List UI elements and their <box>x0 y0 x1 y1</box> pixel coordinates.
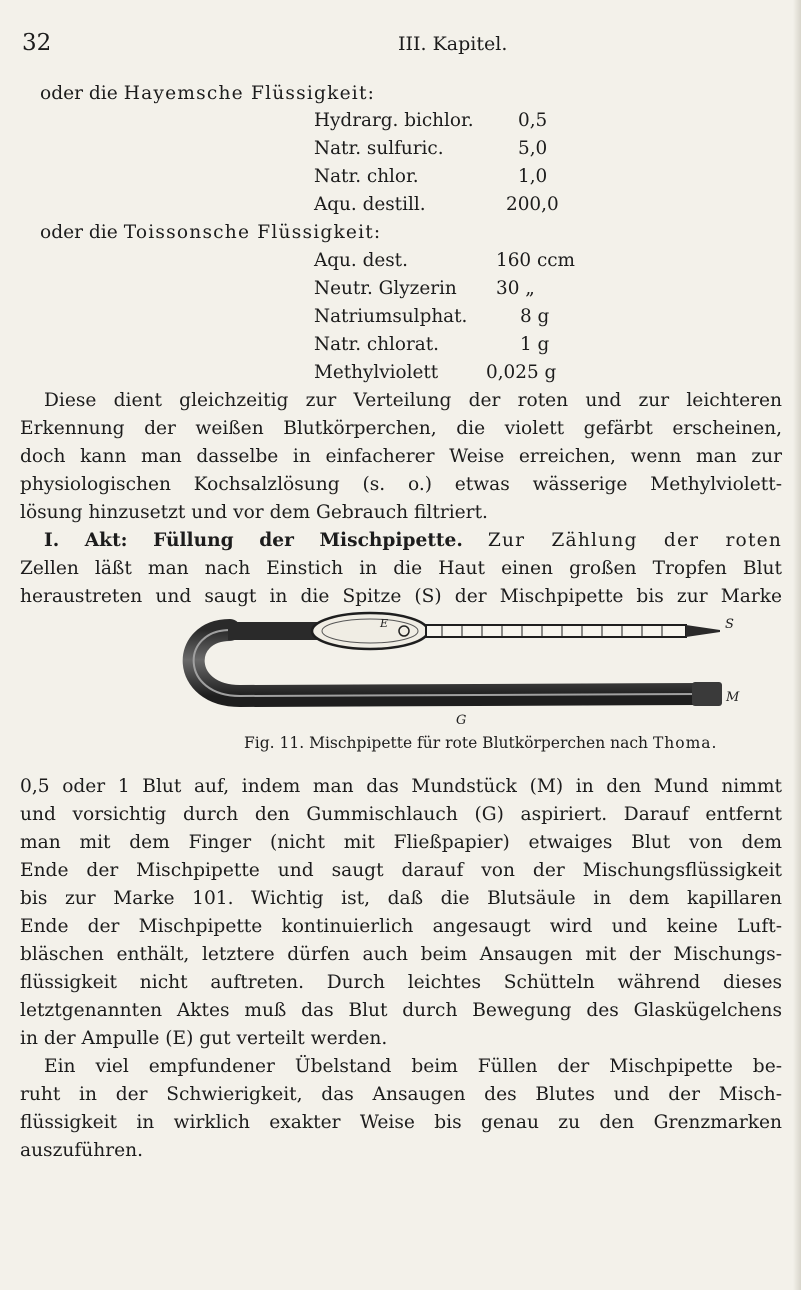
section-heading-line <box>44 532 782 551</box>
toisson-ingredient: Natr. chlorat. <box>314 334 439 355</box>
page-edge-shadow <box>793 0 801 1290</box>
hayem-intro <box>40 85 375 104</box>
body-text-line: flüssigkeit nicht auftreten. Durch leichtes Schütteln während dieses <box>20 972 782 993</box>
hayem-amount: 0,5 <box>518 110 548 131</box>
hayem-amount: 1,0 <box>518 166 548 187</box>
figure-caption <box>244 734 717 752</box>
body-text-line: in der Ampulle (E) gut verteilt werden. <box>20 1028 388 1049</box>
toisson-ingredient: Aqu. dest. <box>314 250 408 271</box>
toisson-amount: 30 „ <box>496 278 535 299</box>
hayem-ingredient: Natr. sulfuric. <box>314 138 444 159</box>
figure-caption-text: Mischpipette für rote Blutkörperchen nach <box>309 734 649 752</box>
toisson-amount: 160 ccm <box>496 250 575 271</box>
mixing-pipette-illustration <box>180 598 740 728</box>
page-number: 32 <box>22 30 52 56</box>
body-text-line: 0,5 oder 1 Blut auf, indem man das Mundstück (M) in den Mund nimmt <box>20 776 782 797</box>
section-heading-rest: Zur Zählung der roten <box>487 530 782 551</box>
toisson-amount: 8 g <box>520 306 550 327</box>
body-text-line: Ein viel empfundener Übelstand beim Füllen der Mischpipette be- <box>44 1056 782 1077</box>
toisson-ingredient: Natriumsulphat. <box>314 306 468 327</box>
body-text-line: Zellen läßt man nach Einstich in die Haut einen großen Tropfen Blut <box>20 558 782 579</box>
body-text-line: und vorsichtig durch den Gummischlauch (G) aspiriert. Darauf entfernt <box>20 804 782 825</box>
hayem-ingredient: Aqu. destill. <box>314 194 426 215</box>
label-s: S <box>725 617 734 632</box>
toisson-intro-name: Toissonsche Flüssigkeit: <box>123 222 382 243</box>
toisson-ingredient: Neutr. Glyzerin <box>314 278 457 299</box>
figure-caption-author: Thoma. <box>652 734 718 752</box>
body-text-line: flüssigkeit in wirklich exakter Weise bis genau zu den Grenzmarken <box>20 1112 782 1133</box>
mouthpiece <box>692 682 722 706</box>
body-text-line: bläschen enthält, letztere dürfen auch beim Ansaugen mit der Mischungs- <box>20 944 782 965</box>
running-head: III. Kapitel. <box>398 33 508 55</box>
toisson-amount: 1 g <box>520 334 550 355</box>
body-text-line: man mit dem Finger (nicht mit Fließpapier) etwaiges Blut von dem <box>20 832 782 853</box>
toisson-intro-prefix: oder die <box>40 222 118 243</box>
pipette-tip <box>686 625 720 637</box>
hayem-amount: 5,0 <box>518 138 548 159</box>
hayem-amount: 200,0 <box>506 194 559 215</box>
toisson-intro <box>40 224 381 243</box>
body-text-line: bis zur Marke 101. Wichtig ist, daß die Blutsäule in dem kapillaren <box>20 888 782 909</box>
hayem-intro-name: Hayemsche Flüssigkeit: <box>123 83 376 104</box>
figure-number: Fig. 11. <box>244 734 305 752</box>
body-text-line: doch kann man dasselbe in einfacherer Weise erreichen, wenn man zur <box>20 446 782 467</box>
body-text-line: auszuführen. <box>20 1140 143 1161</box>
body-text-line: Ende der Mischpipette kontinuierlich angesaugt wird und keine Luft- <box>20 916 782 937</box>
hayem-ingredient: Natr. chlor. <box>314 166 419 187</box>
label-e: E <box>380 617 389 630</box>
hayem-ingredient: Hydrarg. bichlor. <box>314 110 474 131</box>
toisson-ingredient: Methylviolett <box>314 362 439 383</box>
body-text-line: heraustreten und saugt in die Spitze (S) der Mischpipette bis zur Marke <box>20 586 782 607</box>
label-m: M <box>726 690 740 705</box>
body-text-line: Erkennung der weißen Blutkörperchen, die violett gefärbt erscheinen, <box>20 418 782 439</box>
capillary-tube <box>426 625 686 637</box>
ampulle-bulb <box>312 613 428 649</box>
body-text-line: Diese dient gleichzeitig zur Verteilung der roten und zur leichteren <box>44 390 782 411</box>
label-g: G <box>456 713 467 728</box>
body-text-line: ruht in der Schwierigkeit, das Ansaugen des Blutes und der Misch- <box>20 1084 782 1105</box>
section-heading: I. Akt: Füllung der Mischpipette. <box>44 530 463 551</box>
body-text-line: lösung hinzusetzt und vor dem Gebrauch filtriert. <box>20 502 488 523</box>
body-text-line: physiologischen Kochsalzlösung (s. o.) etwas wässerige Methylviolett- <box>20 474 782 495</box>
hayem-intro-prefix: oder die <box>40 83 118 104</box>
body-text-line: Ende der Mischpipette und saugt darauf von der Mischungsflüssigkeit <box>20 860 782 881</box>
body-text-line: letztgenannten Aktes muß das Blut durch Bewegung des Glaskügelchens <box>20 1000 782 1021</box>
toisson-amount: 0,025 g <box>486 362 557 383</box>
